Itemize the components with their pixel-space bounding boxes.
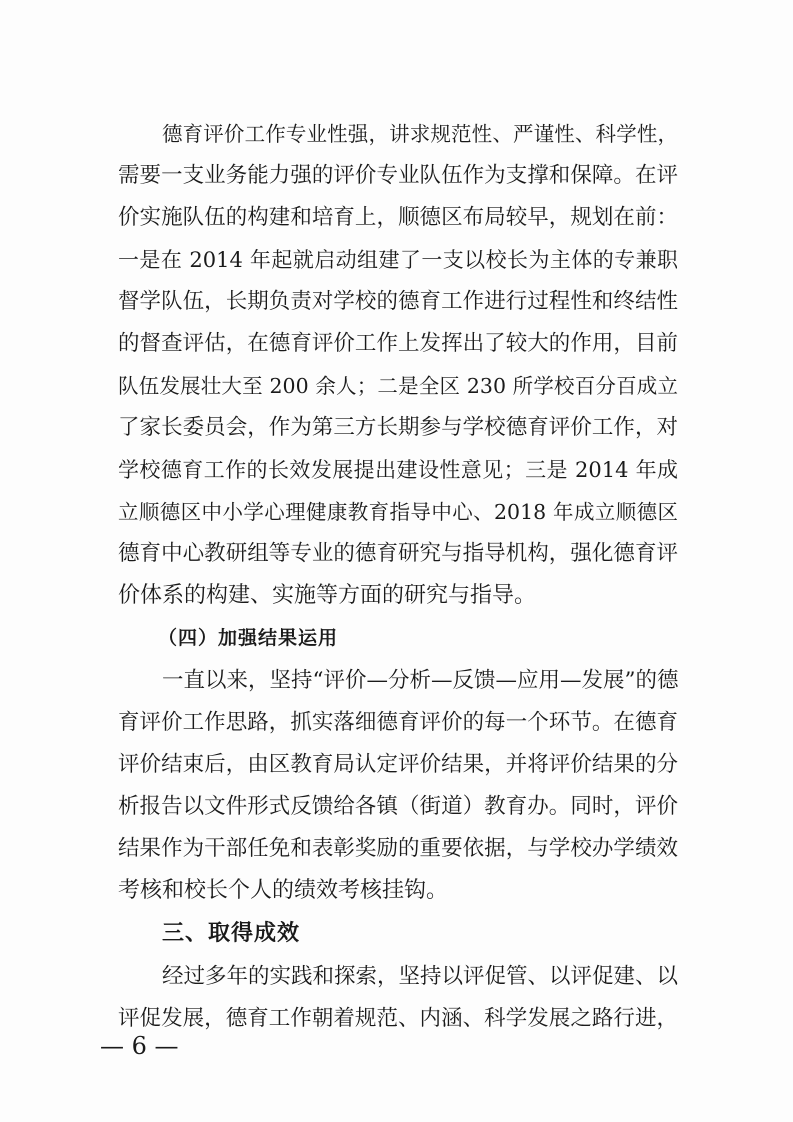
paragraph-line: 立顺德区中小学心理健康教育指导中心、2018 年成立顺德区 bbox=[118, 500, 678, 524]
paragraph-line: 育评价工作思路，抓实落细德育评价的每一个环节。在德育 bbox=[118, 710, 678, 735]
paragraph-line: 队伍发展壮大至 200 余人；二是全区 230 所学校百分百成立 bbox=[118, 374, 678, 398]
paragraph-line: 结果作为干部任免和表彰奖励的重要依据，与学校办学绩效 bbox=[118, 836, 678, 861]
paragraph-line: 德育评价工作专业性强，讲求规范性、严谨性、科学性， bbox=[162, 122, 678, 146]
paragraph-line: 价实施队伍的构建和培育上，顺德区布局较早，规划在前： bbox=[118, 205, 678, 230]
paragraph-line: 一直以来，坚持“评价—分析—反馈—应用—发展”的德 bbox=[162, 668, 679, 693]
paragraph-line: 评促发展，德育工作朝着规范、内涵、科学发展之路行进， bbox=[118, 1006, 678, 1031]
paragraph-line: 需要一支业务能力强的评价专业队伍作为支撑和保障。在评 bbox=[118, 163, 678, 188]
part-heading: 三、取得成效 bbox=[162, 921, 301, 946]
paragraph-line: 的督查评估，在德育评价工作上发挥出了较大的作用，目前 bbox=[118, 331, 678, 356]
paragraph-line: 价体系的构建、实施等方面的研究与指导。 bbox=[118, 583, 537, 608]
paragraph-line: 经过多年的实践和探索，坚持以评促管、以评促建、以 bbox=[162, 964, 679, 989]
paragraph-line: 析报告以文件形式反馈给各镇（街道）教育办。同时，评价 bbox=[118, 794, 678, 819]
paragraph-line: 学校德育工作的长效发展提出建设性意见；三是 2014 年成 bbox=[118, 458, 678, 482]
paragraph-line: 考核和校长个人的绩效考核挂钩。 bbox=[118, 878, 449, 903]
paragraph-line: 德育中心教研组等专业的德育研究与指导机构，强化德育评 bbox=[118, 541, 678, 566]
paragraph-line: 督学队伍，长期负责对学校的德育工作进行过程性和终结性 bbox=[118, 289, 678, 314]
section-heading: （四）加强结果运用 bbox=[158, 627, 339, 649]
paragraph-line: 一是在 2014 年起就启动组建了一支以校长为主体的专兼职 bbox=[118, 248, 678, 272]
paragraph-line: 了家长委员会，作为第三方长期参与学校德育评价工作，对 bbox=[118, 415, 678, 440]
paragraph-line: 评价结束后，由区教育局认定评价结果，并将评价结果的分 bbox=[118, 752, 678, 777]
page-number: — 6 — bbox=[100, 1032, 179, 1060]
